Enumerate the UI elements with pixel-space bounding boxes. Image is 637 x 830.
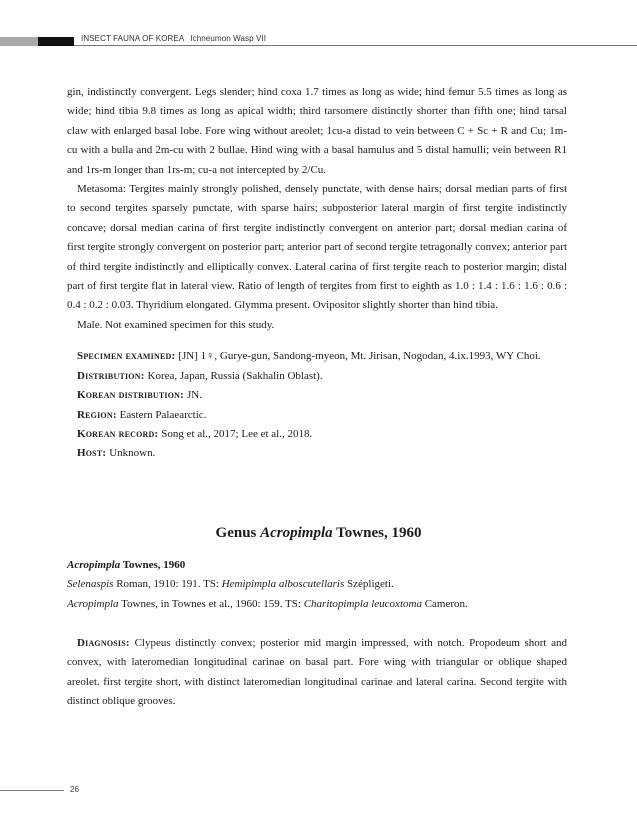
running-header — [81, 34, 266, 43]
genus-name: Acropimpla — [260, 525, 333, 541]
diagnosis-text: Clypeus distinctly convex; posterior mid margin impressed, with notch. Propodeum short and convex, with lateromedian longitudinal carinae on basal part. Fore wing with triangular or oblique shaped areolet. first tergite short, with distinct lateromedian longitudinal carinae and lateral carina. Second tergite with distinct oblique grooves. — [67, 637, 567, 708]
taxon-name: Acropimpla — [67, 559, 121, 571]
synonym-1: Selenaspis Roman, 1910: 191. TS: Hemipimpla alboscutellaris Szépligeti. — [67, 578, 394, 591]
record-label: Korean record — [77, 427, 155, 440]
paragraph-male: Male. Not examined specimen for this study. — [77, 318, 275, 331]
header-accent-bar — [0, 37, 38, 46]
record-region: Region: Eastern Palaearctic. — [77, 408, 207, 421]
records-block — [67, 347, 567, 463]
taxon-block — [67, 556, 567, 614]
genus-heading — [0, 525, 637, 542]
record-korean-distribution: Korean distribution: JN. — [77, 389, 202, 402]
record-label: Distribution — [77, 369, 141, 382]
record-label: Region — [77, 408, 113, 421]
record-value: JN. — [186, 389, 202, 402]
record-value: Song et al., 2017; Lee et al., 2018. — [161, 427, 313, 440]
paragraph-metasoma: Metasoma: Tergites mainly strongly polished, densely punctate, with dense hairs; dorsal median parts of first to second tergites sparsely punctate, with sparse hairs; subposterior lateral margin of first tergite indistinctly concave; dorsal median carina of first tergite indistinctly convergent on anterior part; dorsal median carina of first tergite strongly convergent on posterior part; anterior part of second tergite tetragonally convex; anterior part of third tergite indistinctly and elliptically convex. Lateral carina of first tergite reach to posterior margin; distal part of first tergite flat in lateral view. Ratio of length of tergites from first to eighth as 1.0 : 1.4 : 1.6 : 1.6 : 0.6 : 0.4 : 0.2 : 0.03. Thyridium elongated. Glymma present. Ovipositor slightly shorter than hind tibia. — [67, 183, 567, 312]
record-label: Korean distribution — [77, 389, 181, 402]
record-value: Eastern Palaearctic. — [119, 408, 207, 421]
running-header-title: INSECT FAUNA OF KOREA — [81, 34, 185, 43]
genus-author: Townes, 1960 — [336, 525, 422, 541]
diagnosis-label: Diagnosis — [77, 637, 126, 649]
record-value: Unknown. — [109, 447, 156, 460]
record-host: Host: Unknown. — [77, 447, 156, 460]
taxon-heading — [67, 556, 567, 575]
taxon-author: Townes, 1960 — [122, 559, 186, 571]
header-accent-bar-dark — [38, 37, 74, 46]
genus-prefix: Genus — [215, 525, 257, 541]
record-label: Host — [77, 447, 103, 460]
footer-rule — [0, 790, 64, 791]
diagnosis-block — [67, 634, 567, 712]
record-distribution: Distribution: Korea, Japan, Russia (Sakhalin Oblast). — [77, 369, 323, 382]
record-specimen: Specimen examined: [JN] 1♀, Gurye-gun, Sandong-myeon, Mt. Jirisan, Nogodan, 4.ix.1993, WY Choi. — [77, 350, 541, 363]
header-rule — [74, 45, 637, 46]
page-number: 26 — [70, 785, 79, 794]
record-korean-record: Korean record: Song et al., 2017; Lee et al., 2018. — [77, 427, 313, 440]
running-header-subtitle: Ichneumon Wasp VII — [190, 34, 267, 43]
synonym-2: Acropimpla Townes, in Townes et al., 1960: 159. TS: Charitopimpla leucoxtoma Cameron. — [67, 597, 468, 610]
record-value: [JN] 1♀, Gurye-gun, Sandong-myeon, Mt. Jirisan, Nogodan, 4.ix.1993, WY Choi. — [178, 350, 541, 363]
body-text — [67, 83, 567, 464]
record-value: Korea, Japan, Russia (Sakhalin Oblast). — [147, 369, 323, 382]
paragraph-legs-wings: gin, indistinctly convergent. Legs slender; hind coxa 1.7 times as long as wide; hind femur 5.5 times as long as wide; hind tibia 9.8 times as long as apical width; third tarsomere distinctly shorter than fifth one; hind tarsal claw with enlarged basal lobe. Fore wing without areolet; 1cu-a distad to vein between C + Sc + R and Cu; 1m-cu with a bulla and 2m-cu with 2 bullae. Hind wing with a basal hamulus and 5 distal hamulli; vein between R1 and 1rs-m longer than 1rs-m; cu-a not intercepted by 2/Cu. — [67, 86, 567, 176]
record-label: Specimen examined — [77, 350, 172, 363]
diagnosis-paragraph: Diagnosis: Clypeus distinctly convex; posterior mid margin impressed, with notch. Propodeum short and convex, with lateromedian longitudinal carinae on basal part. Fore wing with triangular or oblique shaped areolet. first tergite short, with distinct lateromedian longitudinal carinae and lateral carina. Second tergite with distinct oblique grooves. — [67, 637, 567, 708]
